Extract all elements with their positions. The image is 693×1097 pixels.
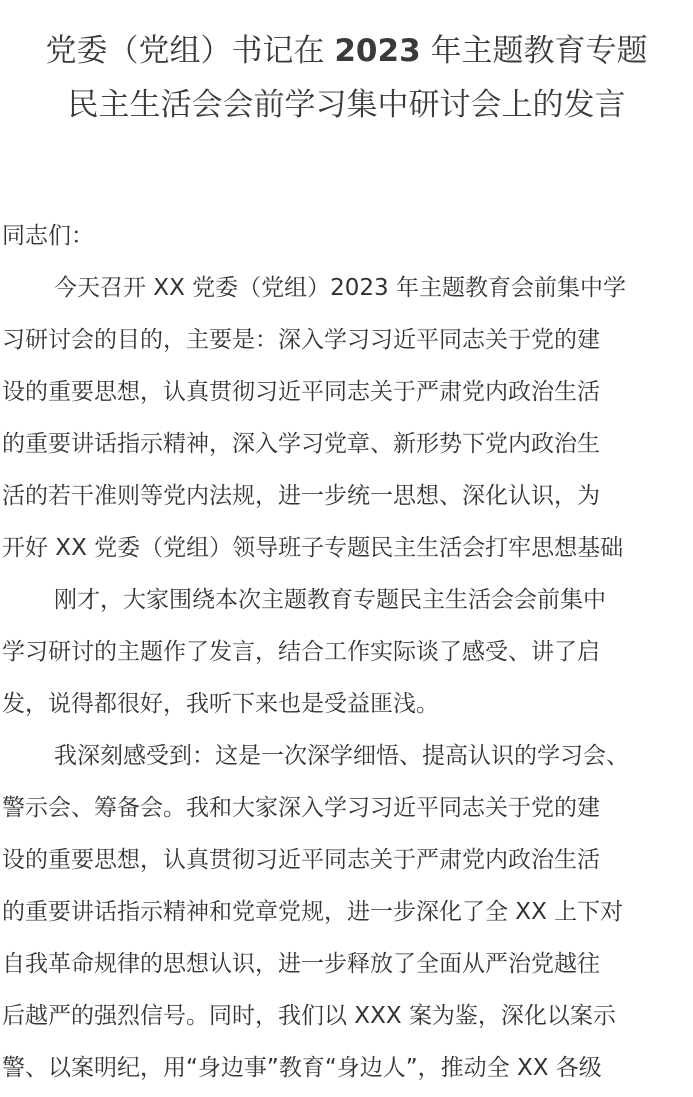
body-line: 设的重要思想，认真贯彻习近平同志关于严肃党内政治生活: [2, 379, 600, 405]
salutation: 同志们：: [2, 223, 94, 249]
body-line: 发，说得都很好，我听下来也是受益匪浅。: [2, 691, 439, 717]
body-line: 警、以案明纪，用“身边事”教育“身边人”，推动全 XX 各级: [2, 1055, 602, 1081]
body-line: 的重要讲话指示精神，深入学习党章、新形势下党内政治生: [2, 431, 600, 457]
body-line: 开好 XX 党委（党组）领导班子专题民主生活会打牢思想基础: [2, 535, 624, 561]
body-line: 刚才，大家围绕本次主题教育专题民主生活会会前集中: [54, 587, 606, 613]
title-year: 2023: [334, 33, 421, 69]
body-line: 的重要讲话指示精神和党章党规，进一步深化了全 XX 上下对: [2, 899, 624, 925]
body-line: 我深刻感受到：这是一次深学细悟、提高认识的学习会、: [54, 743, 629, 769]
body-line: 警示会、筹备会。我和大家深入学习习近平同志关于党的建: [2, 795, 600, 821]
body-line: 活的若干准则等党内法规，进一步统一思想、深化认识，为: [2, 483, 600, 509]
title-line-1-suffix: 年主题教育专题: [420, 33, 648, 69]
body-line: 学习研讨的主题作了发言，结合工作实际谈了感受、讲了启: [2, 639, 600, 665]
document-title: [0, 24, 693, 132]
body-line: 今天召开 XX 党委（党组）2023 年主题教育会前集中学: [54, 275, 626, 301]
body-line: 后越严的强烈信号。同时，我们以 XXX 案为鉴，深化以案示: [2, 1003, 616, 1029]
body-line: 设的重要思想，认真贯彻习近平同志关于严肃党内政治生活: [2, 847, 600, 873]
body-line: 习研讨会的目的，主要是：深入学习习近平同志关于党的建: [2, 327, 600, 353]
title-line-1-prefix: 党委（党组）书记在: [45, 33, 335, 69]
document-body: [2, 210, 693, 1094]
title-line-2: 民主生活会会前学习集中研讨会上的发言: [67, 87, 626, 123]
body-line: 自我革命规律的思想认识，进一步释放了全面从严治党越往: [2, 951, 600, 977]
title-line-1: [0, 24, 693, 78]
